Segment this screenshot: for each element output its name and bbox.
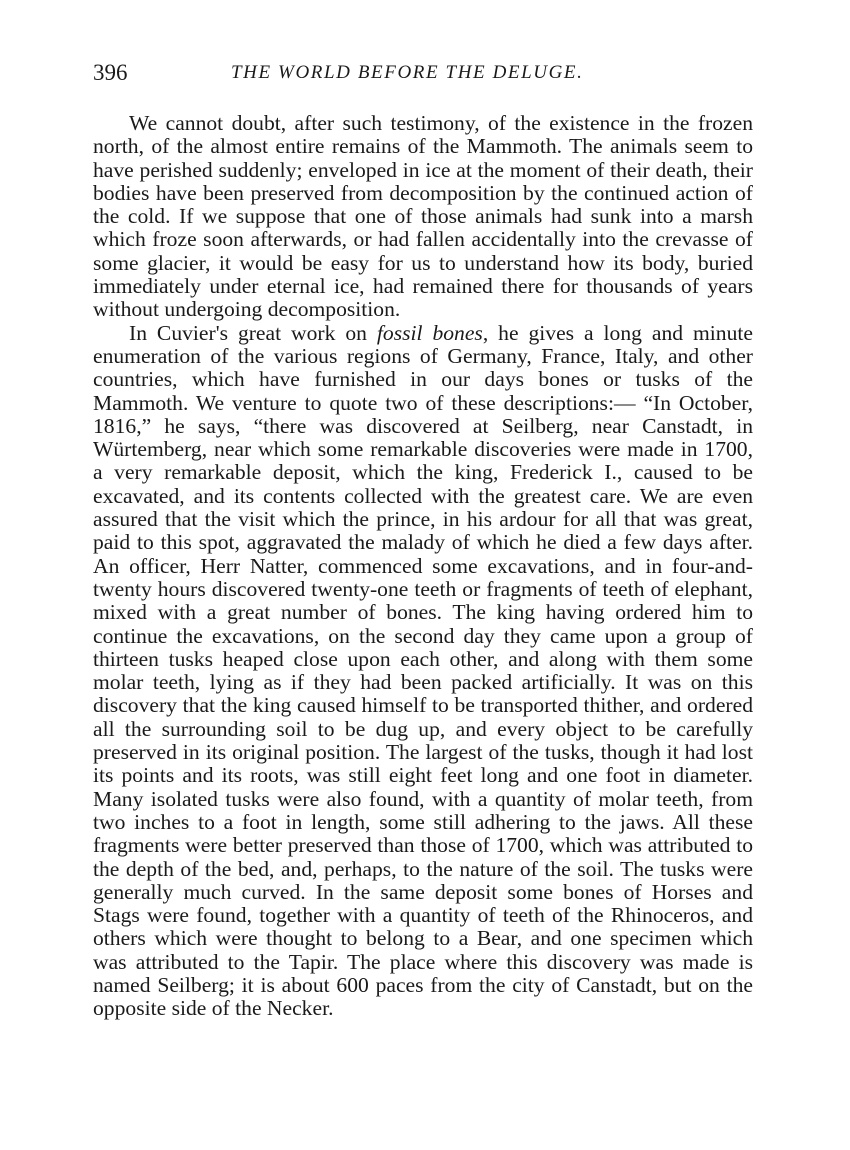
paragraph-2-rest: , he gives a long and minute enumeration of the various regions of Germany, France, Italy, and other countries, which have furnished in our days bones or tusks of the Mammoth. We venture to quote two of these descriptions:— “In October, 1816,” he says, “there was discovered at Seilberg, near Canstadt, in Würtemberg, near which some remarkable discoveries were made in 1700, a very remarkable deposit, which the king, Frederick I., caused to be excavated, and its contents collected with the greatest care. We are even assured that the visit which the prince, in his ardour for all that was great, paid to this spot, aggravated the malady of which he died a few days after. An officer, Herr Natter, commenced some excavations, and in four-and-twenty hours discovered twenty-one teeth or fragments of teeth of elephant, mixed with a great number of bones. The king having ordered him to continue the excavations, on the second day they came upon a group of thirteen tusks heaped close upon each other, and along with them some molar teeth, lying as if they had been packed artificially. It was on this discovery that the king caused himself to be transported thither, and ordered all the surrounding soil to be dug up, and every object to be carefully preserved in its original position. The largest of the tusks, though it had lost its points and its roots, was still eight feet long and one foot in diameter. Many isolated tusks were also found, with a quantity of molar teeth, from two inches to a foot in length, some still adhering to the jaws. All these fragments were better preserved than those of 1700, which was attributed to the depth of the bed, and, perhaps, to the nature of the soil. The tusks were generally much curved. In the same deposit some bones of Horses and Stags were found, together with a quantity of teeth of the Rhinoceros, and others which were thought to belong to a Bear, and one specimen which was attributed to the Tapir. The place where this discovery was made is named Seilberg; it is about 600 paces from the city of Canstadt, but on the opposite side of the Necker. xyxy=(93,320,753,1021)
paragraph-2 xyxy=(93,322,753,1021)
page-number: 396 xyxy=(93,60,128,85)
book-page xyxy=(93,58,753,1021)
running-title: THE WORLD BEFORE THE DELUGE. xyxy=(231,62,584,83)
book-title-fossil-bones: fossil bones xyxy=(376,320,483,345)
paragraph-1: We cannot doubt, after such testimony, of the existence in the frozen north, of the almost entire remains of the Mammoth. The animals seem to have perished suddenly; enveloped in ice at the moment of their death, their bodies have been preserved from decomposition by the continued action of the cold. If we suppose that one of those animals had sunk into a marsh which froze soon afterwards, or had fallen accidentally into the crevasse of some glacier, it would be easy for us to understand how its body, buried immediately under eternal ice, had remained there for thousands of years without undergoing decomposition. xyxy=(93,111,753,322)
running-header xyxy=(93,58,753,92)
body-text xyxy=(93,112,753,1021)
paragraph-2-start: In Cuvier's great work on xyxy=(129,320,377,345)
